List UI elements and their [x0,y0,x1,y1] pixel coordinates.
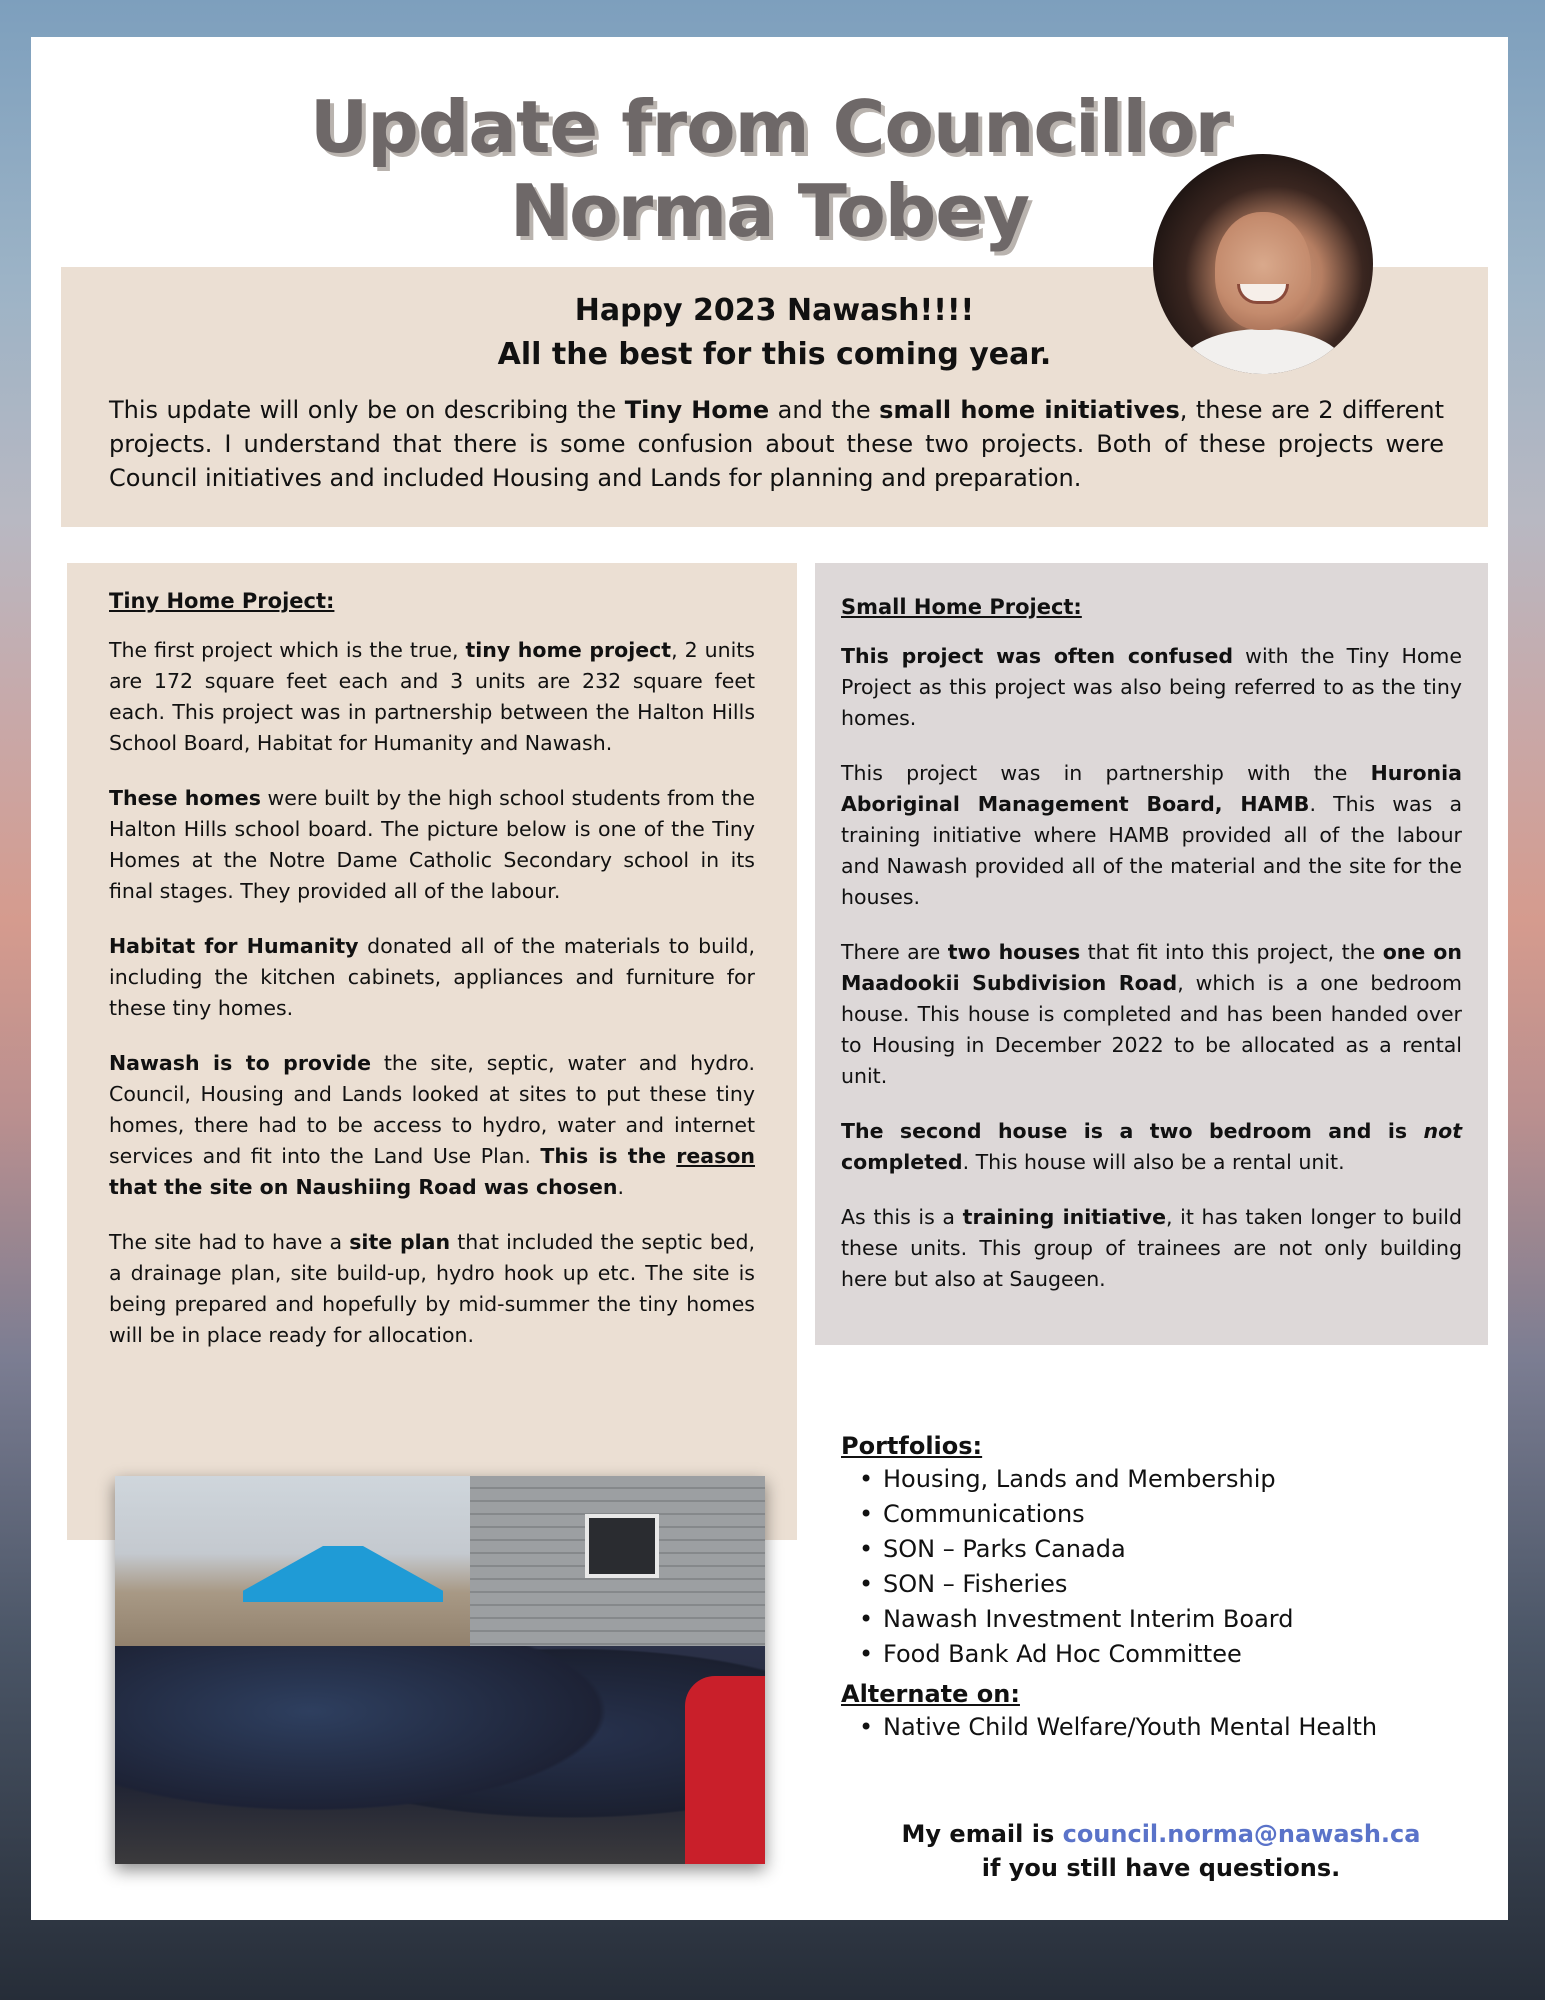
intro-text: and the [769,396,880,424]
email-link[interactable]: council.norma@nawash.ca [1062,1820,1421,1848]
bold-text: that the site on Naushiing Road was chosen [109,1175,618,1199]
text: There are [841,940,948,964]
portfolio-item: • Housing, Lands and Membership [841,1462,1481,1497]
tiny-home-section [67,563,797,1540]
small-home-heading: Small Home Project: [841,595,1082,619]
bold-text: The second house is a two bedroom and is [841,1119,1424,1143]
text: with the Tiny Home Project as this project was also being referred to as the tiny homes. [841,644,1462,730]
portrait-face [1215,212,1311,330]
text: The first project which is the true, [109,638,466,662]
underlined-text: reason [676,1144,755,1168]
portfolios-list [841,1462,1481,1672]
small-home-paragraph-5 [841,1202,1462,1295]
bold-text: Huronia Aboriginal Management Board, HAMB [841,761,1462,816]
contact-line-1 [841,1817,1481,1851]
bold-text: two houses [947,940,1081,964]
bold-text: tiny home project [465,638,672,662]
red-coat [685,1676,765,1864]
intro-bold-tiny-home: Tiny Home [624,396,770,424]
bold-text: This project was often confused [841,644,1234,668]
alternate-item: • Native Child Welfare/Youth Mental Health [841,1710,1481,1745]
title-line-1: Update from Councillor [309,85,1230,169]
bold-text: This is the [540,1144,677,1168]
text: This project was in partnership with the [841,761,1371,785]
portfolios-section [841,1432,1481,1753]
greeting-line-2: All the best for this coming year. [497,337,1052,372]
portfolio-item: • SON – Parks Canada [841,1532,1481,1567]
text: , 2 units are 172 square feet each and 3 units are 232 square feet each. This project was in partnership between the Halton Hills School Board, Habitat for Humanity and Nawash. [109,638,755,755]
text: . [617,1175,625,1199]
alternate-heading: Alternate on: [841,1680,1020,1708]
bold-text: These homes [109,786,261,810]
bold-text: completed [841,1150,963,1174]
bold-text: one on Maadookii Subdivision Road [841,940,1462,995]
intro-text: , these are 2 different projects. I understand that there is some confusion about these two projects. Both of these projects were Council initiatives and included Housing and Lands for planning and preparation. [109,396,1444,492]
alternate-list [841,1710,1481,1745]
intro-bold-small-home: small home initiatives [879,396,1180,424]
tiny-home-paragraph-4 [109,1048,755,1203]
newsletter-page [31,37,1508,1920]
small-home-paragraph-4 [841,1116,1462,1178]
text: , which is a one bedroom house. This house is completed and has been handed over to Housing in December 2022 to be allocated as a rental unit. [841,971,1463,1088]
text: As this is a [841,1205,963,1229]
text: donated all of the materials to build, including the kitchen cabinets, appliances and furniture for these tiny homes. [109,934,755,1020]
tiny-home-paragraph-1 [109,635,755,759]
intro-paragraph [109,393,1444,495]
title-line-2: Norma Tobey [509,169,1030,253]
italic-text: not [1423,1119,1462,1143]
bold-text: site plan [349,1230,451,1254]
text: that fit into this project, the [1080,940,1383,964]
small-home-paragraph-2 [841,758,1462,913]
portfolio-item: • Nawash Investment Interim Board [841,1602,1481,1637]
contact-line-2: if you still have questions. [981,1854,1341,1882]
bold-text: Nawash is to provide [109,1051,371,1075]
contact-block [841,1817,1481,1885]
house-window [585,1514,659,1578]
portrait-shirt [1183,329,1343,374]
text: The site had to have a [109,1230,350,1254]
text: . This was a training initiative where HAMB provided all of the labour and Nawash provided all of the material and the site for the houses. [841,792,1463,909]
greeting-line-1: Happy 2023 Nawash!!!! [574,293,975,328]
text: the site, septic, water and hydro. Council, Housing and Lands looked at sites to put these tiny homes, there had to be access to hydro, water and internet services and fit into the Land Use Plan. [109,1051,755,1168]
tiny-home-heading: Tiny Home Project: [109,589,335,613]
tiny-home-paragraph-5 [109,1227,755,1351]
tiny-home-paragraph-3 [109,931,755,1024]
blue-canopy-tent [243,1546,443,1602]
portfolio-item: • Food Bank Ad Hoc Committee [841,1637,1481,1672]
portfolios-heading: Portfolios: [841,1432,983,1460]
small-home-paragraph-3 [841,937,1462,1092]
text: were built by the high school students from the Halton Hills school board. The picture below is one of the Tiny Homes at the Notre Dame Catholic Secondary school in its final stages. They provided all of the labour. [109,786,755,903]
contact-prefix: My email is [901,1820,1063,1848]
bold-text: Habitat for Humanity [109,934,359,958]
portfolio-item: • SON – Fisheries [841,1567,1481,1602]
student-group [115,1646,765,1864]
text: . This house will also be a rental unit. [962,1150,1345,1174]
small-home-section [815,563,1488,1345]
portfolio-item: • Communications [841,1497,1481,1532]
councillor-portrait [1153,154,1373,374]
text: , it has taken longer to build these units. This group of trainees are not only building here but also at Saugeen. [841,1205,1463,1291]
tiny-home-paragraph-2 [109,783,755,907]
small-home-paragraph-1 [841,641,1462,734]
student-group-photo [115,1476,765,1864]
bold-text: training initiative [962,1205,1166,1229]
text: that included the septic bed, a drainage plan, site build-up, hydro hook up etc. The site is being prepared and hopefully by mid-summer the tiny homes will be in place ready for allocation. [109,1230,755,1347]
intro-text: This update will only be on describing the [109,396,625,424]
